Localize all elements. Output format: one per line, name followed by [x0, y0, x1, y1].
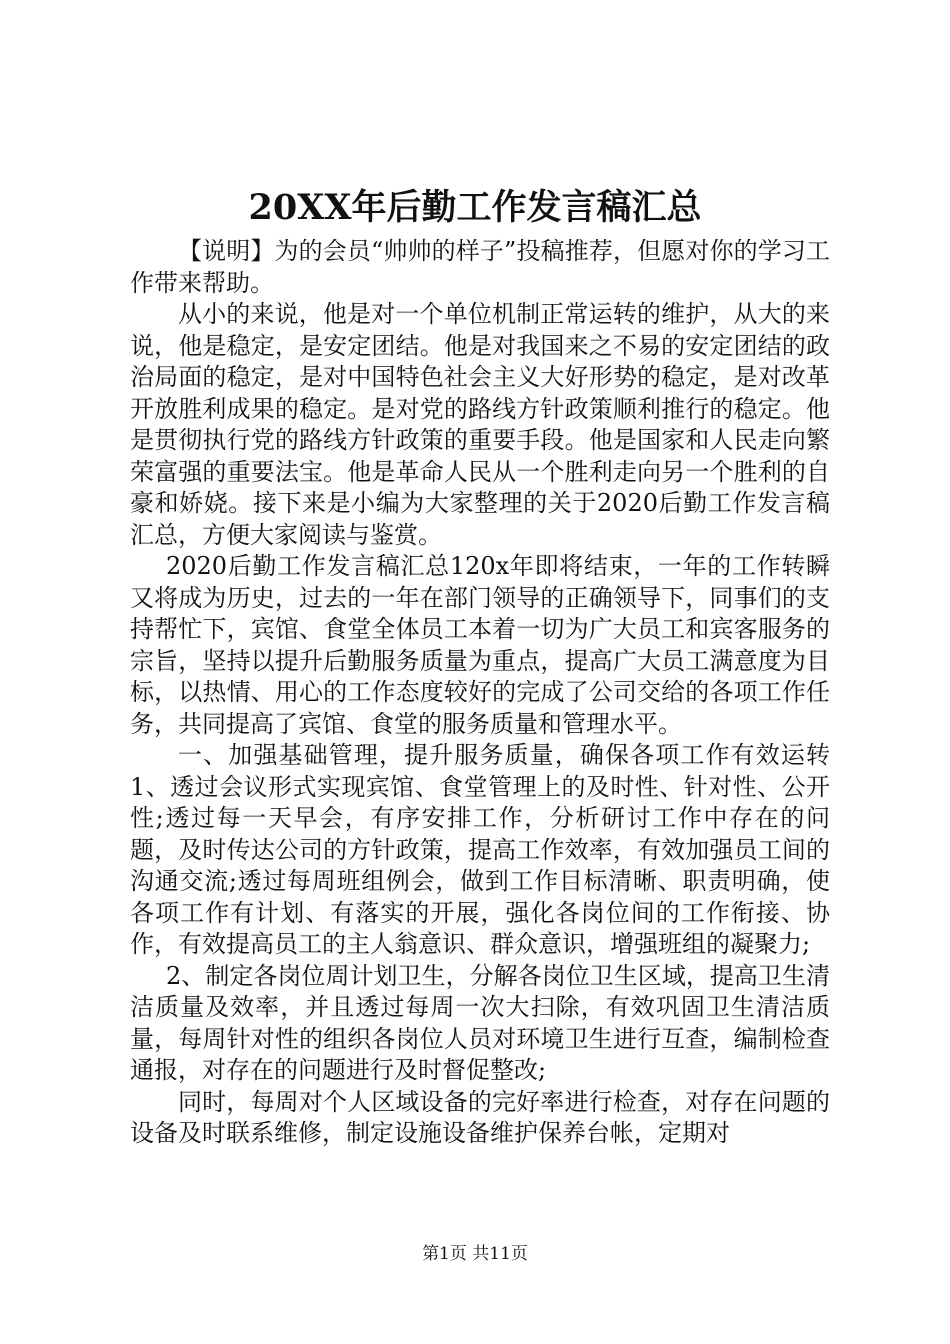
- document-body: [130, 236, 830, 1150]
- paragraph-intro: 从小的来说，他是对一个单位机制正常运转的维护，从大的来说，他是稳定，是安定团结。他是对我国来之不易的安定团结的政治局面的稳定，是对中国特色社会主义大好形势的稳定，是对改革开放胜利成果的稳定。是对党的路线方针政策顺利推行的稳定。他是贯彻执行党的路线方针政策的重要手段。他是国家和人民走向繁荣富强的重要法宝。他是革命人民从一个胜利走向另一个胜利的自豪和娇娆。接下来是小编为大家整理的关于2020后勤工作发言稿汇总，方便大家阅读与鉴赏。: [130, 300, 830, 549]
- document-title: 20XX年后勤工作发言稿汇总: [248, 187, 702, 228]
- paragraph-section-1: 一、加强基础管理，提升服务质量，确保各项工作有效运转1、透过会议形式实现宾馆、食堂管理上的及时性、针对性、公开性;透过每一天早会，有序安排工作，分析研讨工作中存在的问题，及时传达公司的方针政策，提高工作效率，有效加强员工间的沟通交流;透过每周班组例会，做到工作目标清晰、职责明确，使各项工作有计划、有落实的开展，强化各岗位间的工作衔接、协作，有效提高员工的主人翁意识、群众意识，增强班组的凝聚力;: [130, 741, 830, 958]
- paragraph-item-2: 2、制定各岗位周计划卫生，分解各岗位卫生区域，提高卫生清洁质量及效率，并且透过每周一次大扫除，有效巩固卫生清洁质量，每周针对性的组织各岗位人员对环境卫生进行互查，编制检查通报，对存在的问题进行及时督促整改;: [130, 961, 830, 1084]
- paragraph-equipment: 同时，每周对个人区域设备的完好率进行检查，对存在问题的设备及时联系维修，制定设施设备维护保养台帐，定期对: [130, 1087, 830, 1147]
- paragraph-summary: 2020后勤工作发言稿汇总120x年即将结束，一年的工作转瞬又将成为历史，过去的一年在部门领导的正确领导下，同事们的支持帮忙下，宾馆、食堂全体员工本着一切为广大员工和宾客服务的宗旨，坚持以提升后勤服务质量为重点，提高广大员工满意度为目标，以热情、用心的工作态度较好的完成了公司交给的各项工作任务，共同提高了宾馆、食堂的服务质量和管理水平。: [130, 552, 830, 738]
- paragraph-note: 【说明】为的会员“帅帅的样子”投稿推荐，但愿对你的学习工作带来帮助。: [130, 237, 830, 297]
- page-number-footer: 第1页 共11页: [422, 1244, 528, 1264]
